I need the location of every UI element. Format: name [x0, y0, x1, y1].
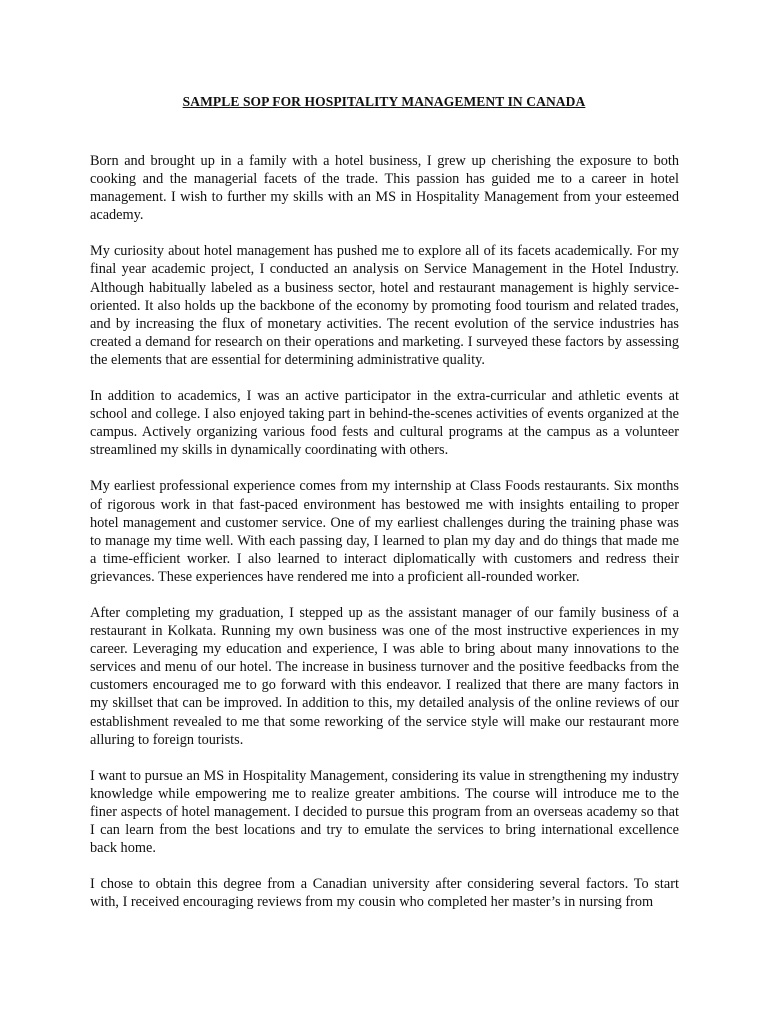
document-body: [90, 152, 679, 911]
paragraph-motivation: I want to pursue an MS in Hospitality Management, considering its value in strengthening my industry knowledge while empowering me to realize greater ambitions. The course will introduce me to the finer aspects of hotel management. I decided to pursue this program from an overseas academy so that I can learn from the best locations and try to emulate the services to bring international excellence back home.: [90, 767, 679, 857]
paragraph-extracurricular: In addition to academics, I was an active participator in the extra-curricular and athletic events at school and college. I also enjoyed taking part in behind-the-scenes activities of events organized at the campus. Actively organizing various food fests and cultural programs at the campus as a volunteer streamlined my skills in dynamically coordinating with others.: [90, 388, 679, 459]
paragraph-why-canada: I chose to obtain this degree from a Canadian university after considering several factors. To start with, I received encouraging reviews from my cousin who completed her master’s in nursing from: [90, 876, 679, 911]
page-title: SAMPLE SOP FOR HOSPITALITY MANAGEMENT IN CANADA: [182, 94, 586, 109]
paragraph-work-experience: After completing my graduation, I stepped up as the assistant manager of our family business of a restaurant in Kolkata. Running my own business was one of the most instructive experiences in my career. Leveraging my education and experience, I was able to bring about many innovations to the services and menu of our hotel. The increase in business turnover and the positive feedbacks from the customers encouraged me to go forward with this endeavor. I realized that there are many factors in my skillset that can be improved. In addition to this, my detailed analysis of the online reviews of our establishment revealed to me that some reworking of the service style will make our restaurant more alluring to foreign tourists.: [90, 604, 679, 748]
paragraph-internship: My earliest professional experience comes from my internship at Class Foods restaurants. Six months of rigorous work in that fast-paced environment has bestowed me with insights entailing to proper hotel management and customer service. One of my earliest challenges during the training phase was to manage my time well. With each passing day, I learned to plan my day and do things that made me a time-efficient worker. I also learned to interact diplomatically with customers and redress their grievances. These experiences have rendered me into a proficient all-rounded worker.: [90, 478, 679, 585]
paragraph-academics: My curiosity about hotel management has pushed me to explore all of its facets academically. For my final year academic project, I conducted an analysis on Service Management in the Hotel Industry. Although habitually labeled as a business sector, hotel and restaurant management is highly service-oriented. It also holds up the backbone of the economy by promoting food tourism and related trades, and by increasing the flux of monetary activities. The recent evolution of the service industries has created a demand for research on their operations and marketing. I surveyed these factors by assessing the elements that are essential for determining administrative quality.: [90, 243, 679, 368]
paragraph-intro: Born and brought up in a family with a hotel business, I grew up cherishing the exposure to both cooking and the managerial facets of the trade. This passion has guided me to a career in hotel management. I wish to further my skills with an MS in Hospitality Management from your esteemed academy.: [90, 153, 679, 224]
